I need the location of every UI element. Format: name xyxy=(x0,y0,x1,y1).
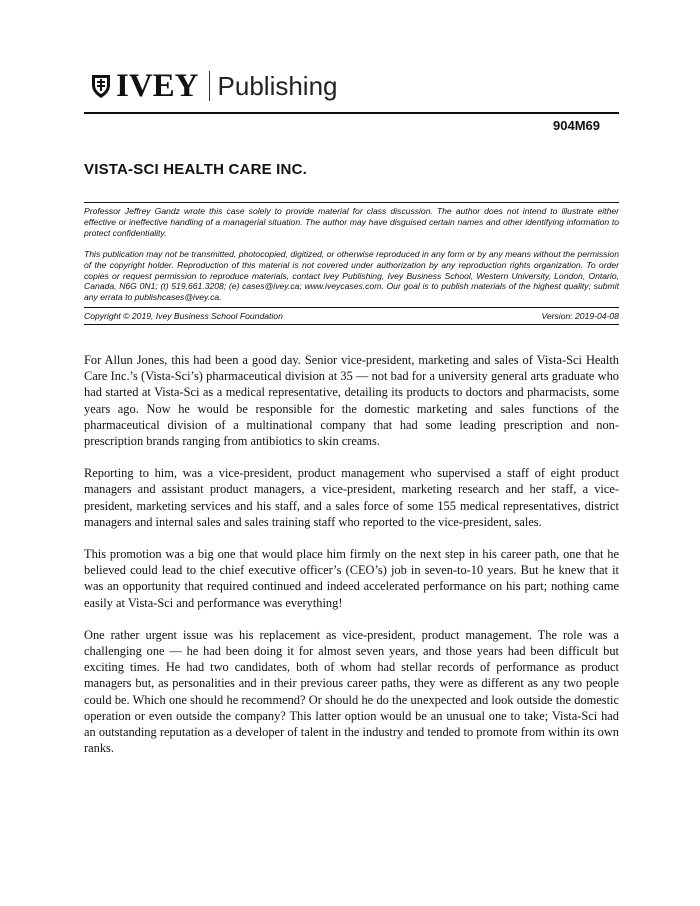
notice-top-rule xyxy=(84,202,619,203)
body-paragraph: For Allun Jones, this had been a good day. Senior vice-president, marketing and sales of Vista-Sci Health Care Inc.’s (Vista-Sci’s) pharmaceutical division at 35 — not bad for a university general arts graduate who had started at Vista-Sci as a medical representative, detailing its products to doctors and pharmacists, some years ago. Now he would be responsible for the domestic marketing and sales functions of the pharmaceutical division of a multinational company that had some leading prescription and non-prescription brands ranging from antibiotics to skin creams. xyxy=(84,353,619,449)
authorship-notice: Professor Jeffrey Gandz wrote this case solely to provide material for class discussion. The author does not intend to illustrate either effective or ineffective handling of a managerial situation. The author may have disguised certain names and other identifying information to protect confidentiality. xyxy=(84,206,619,238)
copyright-text: Copyright © 2019, Ivey Business School Foundation xyxy=(84,311,283,321)
version-text: Version: 2019-04-08 xyxy=(541,311,619,321)
body-paragraph: Reporting to him, was a vice-president, product management who supervised a staff of eight product managers and assistant product managers, a vice-president, marketing research and her staff, a vice-president, marketing services and his staff, and a sales force of some 155 medical representatives, district managers and internal sales and sales training staff who reported to the vice-president, sales. xyxy=(84,466,619,529)
notice-bottom-rule xyxy=(84,307,619,308)
header-rule xyxy=(84,112,619,114)
body-paragraph: One rather urgent issue was his replacement as vice-president, product management. The role was a challenging one — he had been doing it for almost seven years, and those years had been difficult but exciting times. He had two candidates, both of whom had stellar records of performance as product managers but, as personalities and in their previous career paths, they were as different as any two people could be. Which one should he recommend? Or should he do the unexpected and look outside the domestic operation or even outside the company? This latter option would be an unusual one to take; Vista-Sci had an outstanding reputation as a developer of talent in the industry and tended to promote from within its own ranks. xyxy=(84,627,619,756)
copyright-rule xyxy=(84,324,619,325)
copyright-row xyxy=(84,311,619,321)
publisher-header xyxy=(90,66,338,106)
case-body xyxy=(84,352,619,772)
ivey-crest-icon xyxy=(90,73,112,99)
case-code: 904M69 xyxy=(553,118,600,133)
body-paragraph: This promotion was a big one that would place him firmly on the next step in his career path, one that he believed could lead to the chief executive officer’s (CEO’s) job in seven-to-10 years. But he knew that it was an opportunity that required continued and indeed accelerated performance on his part; nothing came easily at Vista-Sci and performance was everything! xyxy=(84,547,619,610)
header-divider xyxy=(209,71,210,101)
case-title: VISTA-SCI HEALTH CARE INC. xyxy=(84,161,307,178)
brand-logo-text: IVEY xyxy=(116,67,199,104)
permissions-notice: This publication may not be transmitted, photocopied, digitized, or otherwise reproduced in any form or by any means without the permission of the copyright holder. Reproduction of this material is not covered under authorization by any reproduction rights organization. To order copies or request permission to reproduce materials, contact Ivey Publishing, Ivey Business School, Western University, London, Ontario, Canada, N6G 0N1; (t) 519.661.3208; (e) cases@ivey.ca; www.iveycases.com. Our goal is to publish materials of the highest quality; submit any errata to publishcases@ivey.ca. xyxy=(84,249,619,303)
publisher-name: Publishing xyxy=(217,71,338,101)
